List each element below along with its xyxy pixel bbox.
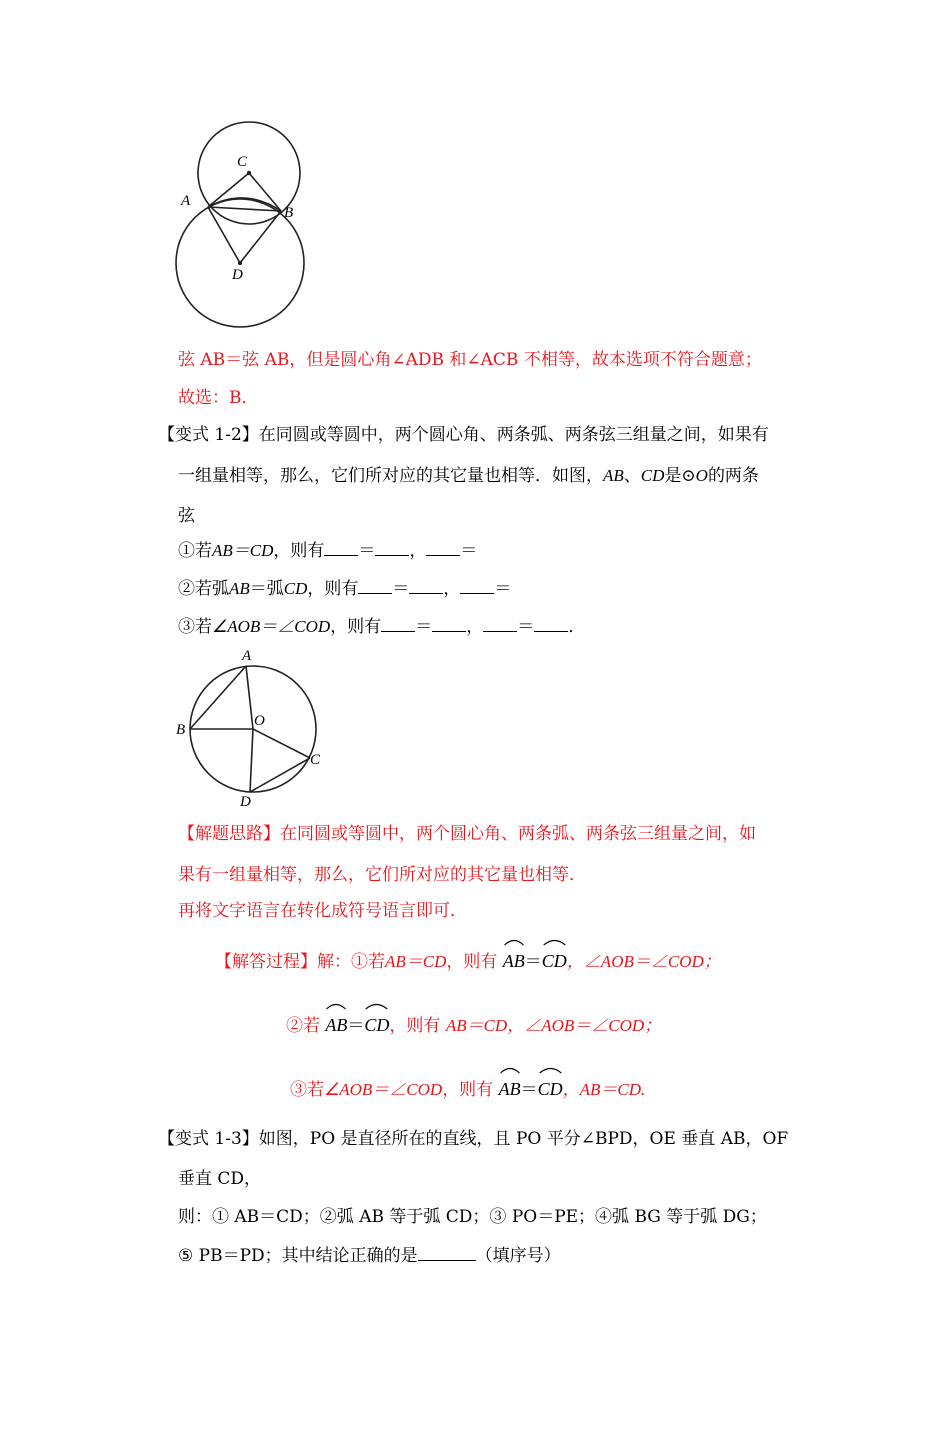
circle-dot-symbol: ⊙ [681, 466, 696, 486]
arc-cd: CD [538, 1064, 563, 1106]
variant-1-3-line4 [178, 1245, 561, 1267]
segment-ad [208, 207, 240, 263]
answer-blank[interactable] [418, 1245, 476, 1261]
eq: ＝ [460, 541, 478, 561]
q2-eq: ＝弧 [249, 579, 284, 599]
s1-then: ，则有 [446, 952, 498, 972]
idea-text1: 在同圆或等圆中，两个圆心角、两条弧、两条弦三组量之间，如 [280, 824, 756, 844]
period: ． [568, 617, 586, 637]
idea-tag: 【解题思路】 [178, 824, 280, 844]
s2-prefix: ②若 [286, 1016, 320, 1036]
proc-intro: 解：①若 [317, 952, 385, 972]
answer-prev-line1: 弦 AB＝弦 AB，但是圆心角∠ADB 和∠ACB 不相等，故本选项不符合题意； [178, 350, 762, 370]
point-c [247, 171, 251, 175]
variant-1-3-line1 [158, 1128, 788, 1150]
solution-step2 [286, 1000, 661, 1043]
q1-then: ，则有 [273, 541, 325, 561]
blank[interactable] [534, 616, 568, 632]
variant-1-3-text4a: ⑤ PB＝PD；其中结论正确的是 [178, 1246, 418, 1266]
blank[interactable] [483, 616, 517, 632]
s3-prefix: ③若 [290, 1080, 324, 1100]
eq: ＝ [517, 617, 535, 637]
q1-prefix: ①若 [178, 541, 212, 561]
arc-ab: AB [503, 936, 525, 978]
variant-1-3-line2: 垂直 CD， [178, 1169, 262, 1189]
segment-oc [253, 729, 310, 758]
variant-1-2-text2: 一组量相等，那么，它们所对应的其它量也相等．如图， [178, 466, 603, 486]
label-b: B [284, 205, 294, 221]
q3-prefix: ③若 [178, 617, 212, 637]
q1-cond: AB＝CD [212, 541, 274, 560]
point-d [238, 261, 242, 265]
variant-1-2-line3: 弦 [178, 506, 195, 526]
q3-cond: ∠AOB＝∠COD [212, 617, 331, 636]
segment-od [250, 729, 253, 792]
blank[interactable] [460, 578, 494, 594]
question-3 [178, 616, 585, 638]
variant-1-3-line3: 则：① AB＝CD；②弧 AB 等于弧 CD；③ PO＝PE；④弧 BG 等于弧 DG； [178, 1207, 767, 1227]
is-text: 是 [664, 466, 682, 486]
comma: ， [443, 579, 461, 599]
s1-cond: AB＝CD [385, 952, 447, 971]
s1-tail: ，∠AOB＝∠COD； [566, 952, 721, 971]
arc-ab: AB [325, 1000, 347, 1042]
variant-1-2-line2 [178, 465, 759, 487]
variant-1-2-tag: 【变式 1-2】 [158, 425, 259, 445]
solution-idea-line2: 果有一组量相等，那么，它们所对应的其它量也相等． [178, 865, 586, 885]
chord-ab [208, 207, 281, 211]
s2-then: ，则有 [389, 1016, 441, 1036]
segment-cb [249, 173, 281, 211]
solution-step1 [215, 936, 721, 979]
label-d: D [240, 794, 251, 810]
label-d: D [232, 267, 243, 283]
comma: ， [409, 541, 427, 561]
comma: ， [466, 617, 484, 637]
s3-tail: ，AB＝CD. [562, 1080, 646, 1099]
blank[interactable] [375, 540, 409, 556]
arc-eq-sign: ＝ [524, 952, 542, 972]
blank[interactable] [358, 578, 392, 594]
blank[interactable] [409, 578, 443, 594]
arc-eq-2 [325, 1016, 389, 1036]
eq: ＝ [392, 579, 410, 599]
label-c: C [237, 154, 248, 170]
label-b: B [176, 722, 186, 738]
arc-cd: CD [364, 1000, 389, 1042]
s3-then: ，则有 [442, 1080, 494, 1100]
label-a: A [242, 648, 252, 664]
blank[interactable] [432, 616, 466, 632]
blank[interactable] [381, 616, 415, 632]
variant-1-2-line1 [158, 424, 769, 446]
eq: ＝ [494, 579, 512, 599]
variant-1-3-text1: 如图，PO 是直径所在的直线，且 PO 平分∠BPD，OE 垂直 AB，OF [258, 1129, 789, 1149]
question-2 [178, 578, 511, 600]
segment-ac [208, 173, 249, 207]
s3-cond: ∠AOB＝∠COD [324, 1080, 443, 1099]
variant-1-3-text4b: （填序号） [475, 1246, 561, 1266]
solution-idea-line1 [178, 823, 756, 845]
q2-cd: CD [283, 579, 308, 598]
variant-1-2-text2b: 的两条 [707, 466, 759, 486]
s2-tail: AB＝CD，∠AOB＝∠COD； [445, 1016, 662, 1035]
q2-then: ，则有 [307, 579, 359, 599]
proc-tag: 【解答过程】 [215, 952, 317, 972]
label-c: C [310, 752, 321, 768]
variant-1-3-tag: 【变式 1-3】 [158, 1129, 259, 1149]
label-o: O [254, 713, 265, 729]
answer-prev-line2: 故选：B． [178, 388, 259, 408]
segment-ao [246, 666, 253, 729]
blank[interactable] [324, 540, 358, 556]
variant-1-2-text1: 在同圆或等圆中，两个圆心角、两条弧、两条弦三组量之间，如果有 [258, 425, 769, 445]
arc-eq-3 [499, 1080, 563, 1100]
eq: ＝ [415, 617, 433, 637]
arc-eq-sign: ＝ [520, 1080, 538, 1100]
figure-circle-chords [170, 645, 330, 810]
chord-cd [250, 758, 310, 792]
q2-ab: AB [229, 579, 250, 598]
arc-eq-sign: ＝ [347, 1016, 365, 1036]
q3-then: ，则有 [330, 617, 382, 637]
solution-step3 [290, 1064, 645, 1107]
arc-ab: AB [499, 1064, 521, 1106]
var-o: O [695, 466, 708, 485]
arc-eq-1 [503, 952, 567, 972]
figure-two-circles [168, 115, 318, 335]
eq: ＝ [358, 541, 376, 561]
sep: 、 [623, 466, 641, 486]
var-cd: CD [640, 466, 665, 485]
q2-prefix: ②若弧 [178, 579, 229, 599]
solution-idea-line3: 再将文字语言在转化成符号语言即可． [178, 901, 467, 921]
var-ab: AB [603, 466, 624, 485]
arc-cd: CD [542, 936, 567, 978]
question-1 [178, 540, 477, 562]
blank[interactable] [426, 540, 460, 556]
segment-db [240, 211, 281, 263]
label-a: A [181, 193, 191, 209]
